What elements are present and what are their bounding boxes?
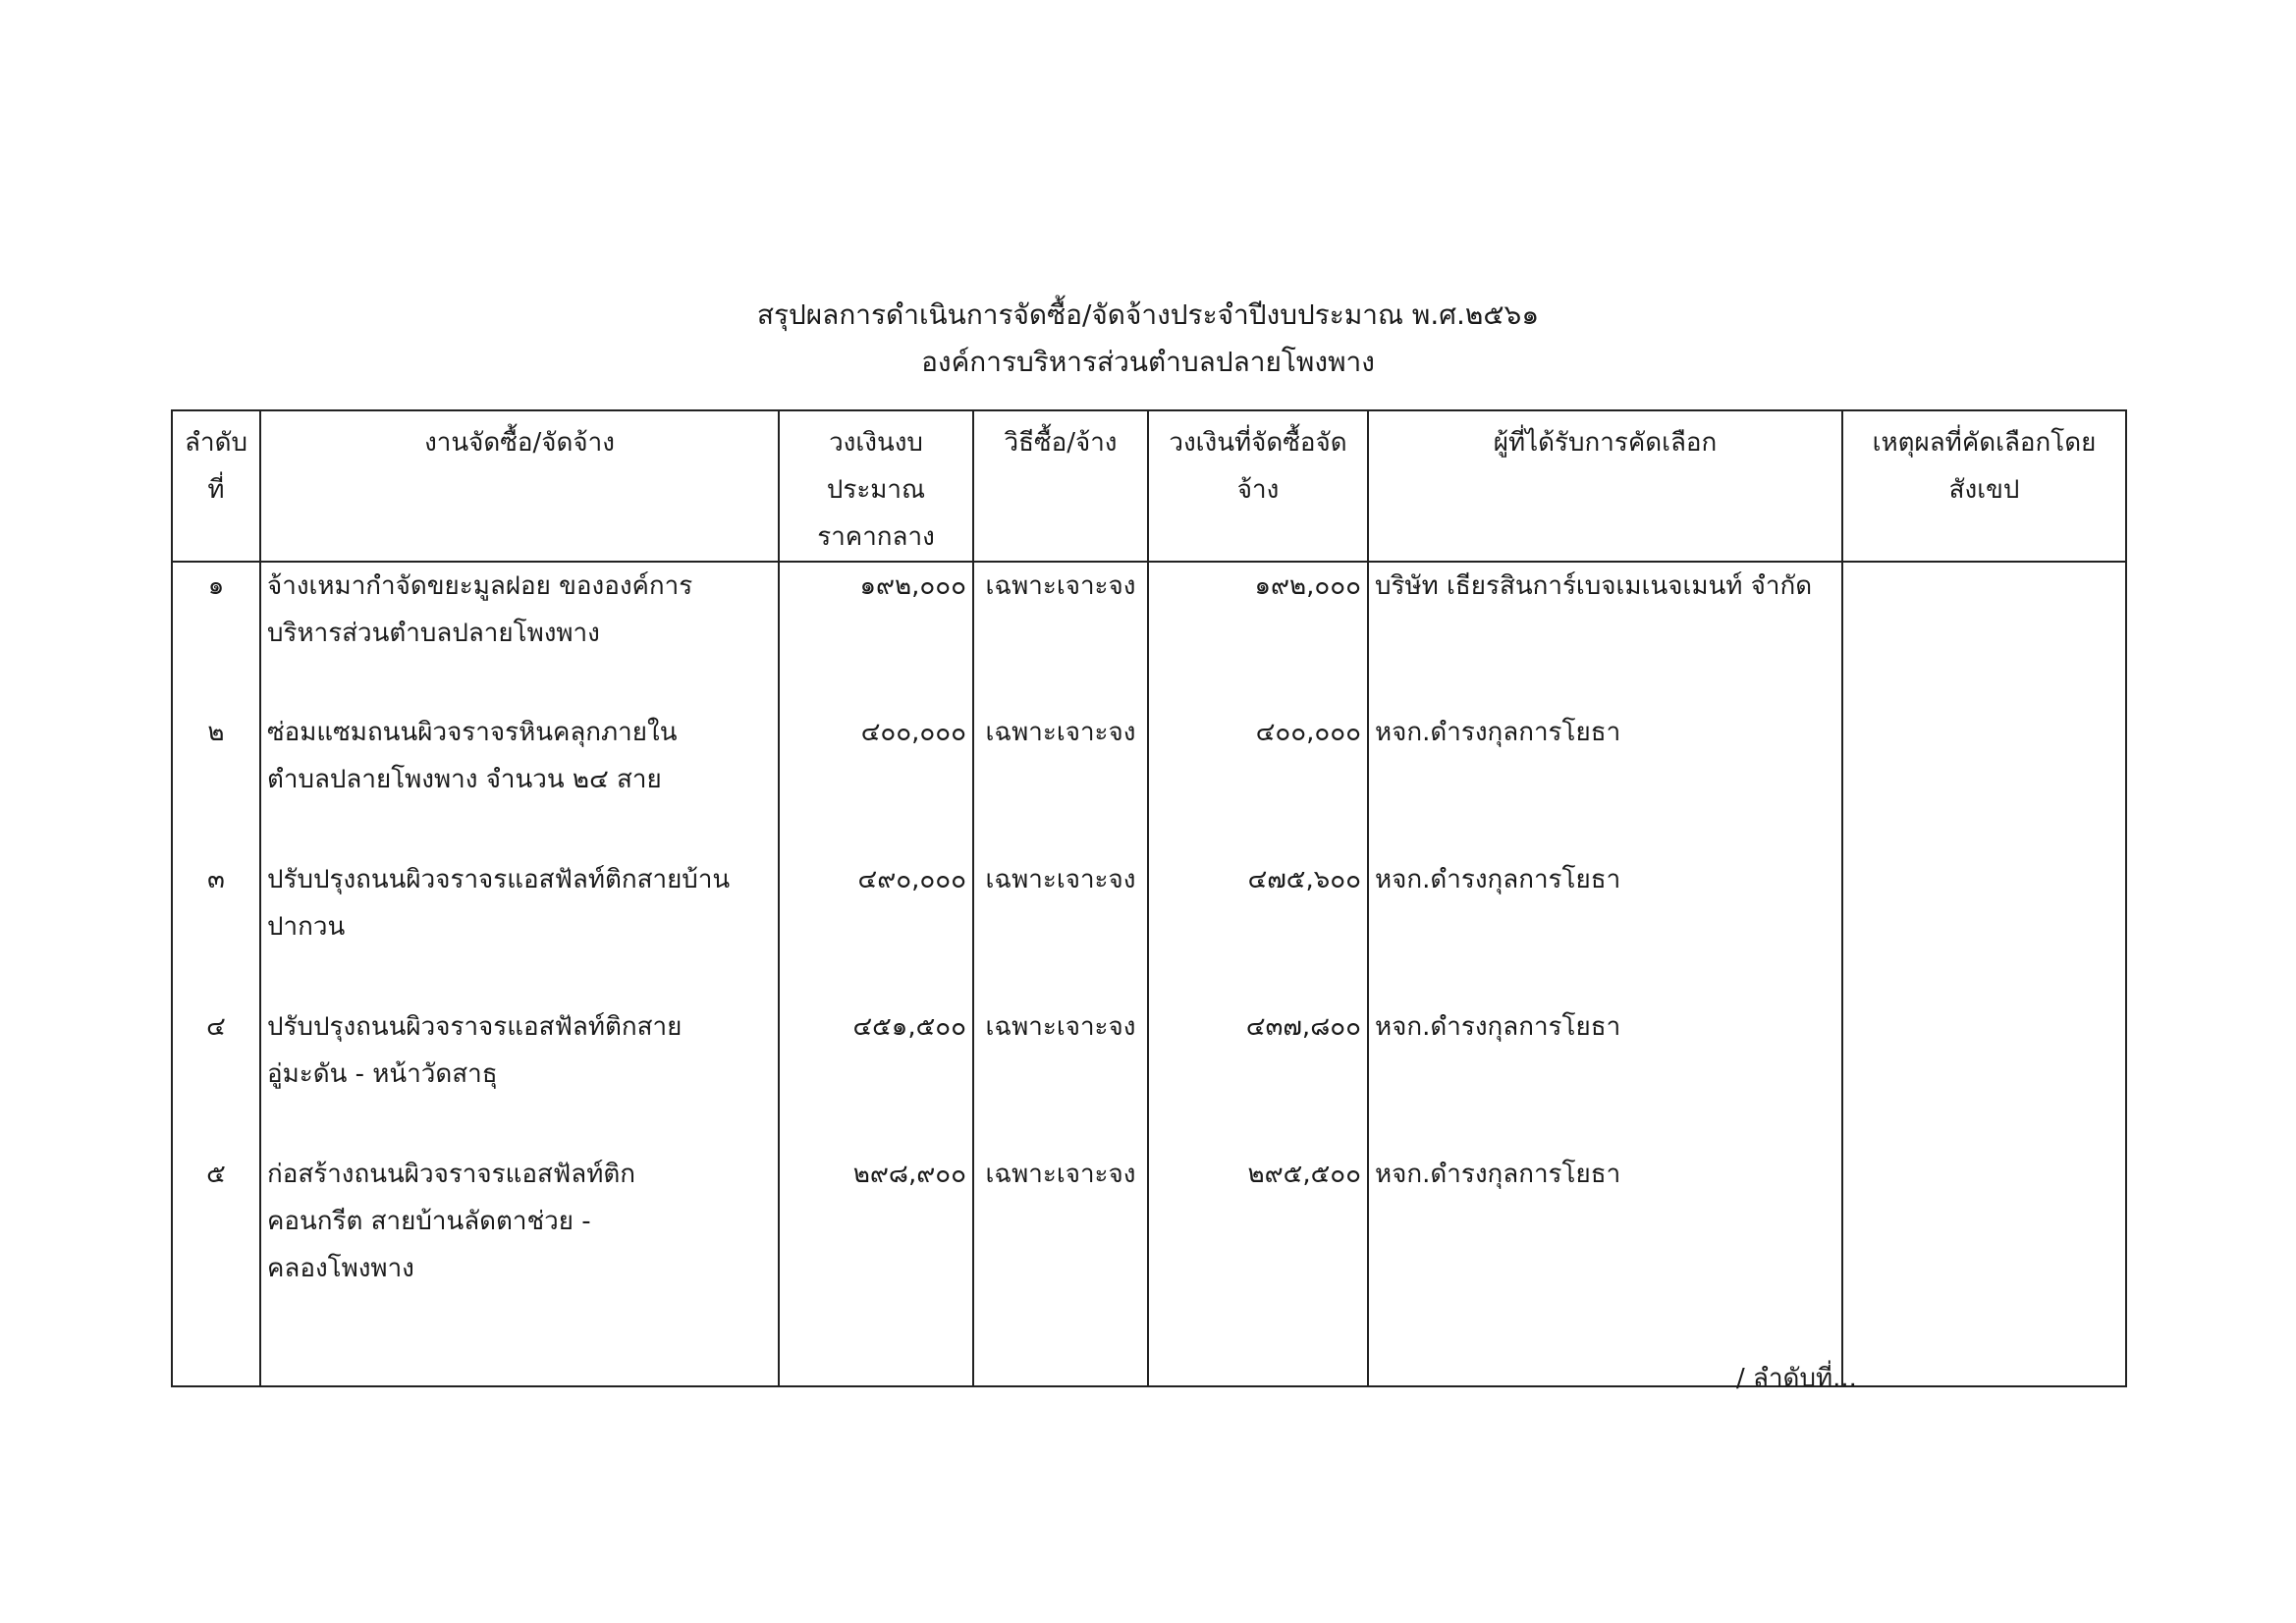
row-reason [1842, 562, 2126, 709]
row-work-line: คอนกรีต สายบ้านลัดตาช่วย - [267, 1207, 591, 1236]
row-method: เฉพาะเจาะจง [973, 1151, 1148, 1386]
row-selected: หจก.ดำรงกุลการโยธา [1368, 856, 1842, 1003]
row-budget: ๔๐๐,๐๐๐ [779, 709, 973, 856]
row-work-line: ก่อสร้างถนนผิวจราจรแอสฟัลท์ติก [267, 1160, 635, 1189]
header-contract-amount: วงเงินที่จัดซื้อจัดจ้าง [1148, 410, 1368, 562]
header-budget-line2: ราคากลาง [817, 522, 935, 552]
row-work [260, 856, 779, 1003]
row-contract-amount: ๔๐๐,๐๐๐ [1148, 709, 1368, 856]
row-work-line: อู่มะดัน - หน้าวัดสาธุ [267, 1059, 498, 1089]
continuation-note: / ลำดับที่... [1736, 1364, 1857, 1393]
row-order: ๑ [172, 562, 260, 709]
row-budget: ๔๕๑,๕๐๐ [779, 1003, 973, 1151]
row-contract-amount: ๔๗๕,๖๐๐ [1148, 856, 1368, 1003]
header-work: งานจัดซื้อ/จัดจ้าง [260, 410, 779, 562]
row-reason [1842, 1003, 2126, 1151]
table-row [172, 1003, 2126, 1151]
row-work-line: ปากวน [267, 912, 346, 942]
row-method: เฉพาะเจาะจง [973, 856, 1148, 1003]
row-contract-amount: ๔๓๗,๘๐๐ [1148, 1003, 1368, 1151]
table-row [172, 709, 2126, 856]
row-work [260, 1151, 779, 1386]
row-work-line: จ้างเหมากำจัดขยะมูลฝอย ขององค์การ [267, 571, 693, 601]
organization-name: องค์การบริหารส่วนตำบลปลายโพงพาง [921, 346, 1375, 378]
row-reason [1842, 709, 2126, 856]
row-work-line: ซ่อมแซมถนนผิวจราจรหินคลุกภายใน [267, 718, 678, 747]
table-row [172, 1151, 2126, 1386]
header-reason: เหตุผลที่คัดเลือกโดยสังเขป [1842, 410, 2126, 562]
row-budget: ๑๙๒,๐๐๐ [779, 562, 973, 709]
table-row [172, 856, 2126, 1003]
row-work [260, 562, 779, 709]
document-title: สรุปผลการดำเนินการจัดซื้อ/จัดจ้างประจำปีงบประมาณ พ.ศ.๒๕๖๑ [756, 298, 1540, 331]
header-budget-line1: วงเงินงบประมาณ [826, 428, 926, 505]
row-selected: หจก.ดำรงกุลการโยธา [1368, 1003, 1842, 1151]
row-order: ๒ [172, 709, 260, 856]
row-order: ๕ [172, 1151, 260, 1386]
row-work-line: บริหารส่วนตำบลปลายโพงพาง [267, 619, 600, 648]
row-method: เฉพาะเจาะจง [973, 709, 1148, 856]
row-work-line: ปรับปรุงถนนผิวจราจรแอสฟัลท์ติกสายบ้าน [267, 865, 731, 894]
header-budget [779, 410, 973, 562]
row-reason [1842, 856, 2126, 1003]
row-contract-amount: ๒๙๕,๕๐๐ [1148, 1151, 1368, 1386]
row-order: ๔ [172, 1003, 260, 1151]
row-reason [1842, 1151, 2126, 1386]
row-work-line: ตำบลปลายโพงพาง จำนวน ๒๔ สาย [267, 765, 662, 794]
row-work-line: ปรับปรุงถนนผิวจราจรแอสฟัลท์ติกสาย [267, 1012, 683, 1042]
row-selected: หจก.ดำรงกุลการโยธา [1368, 709, 1842, 856]
row-contract-amount: ๑๙๒,๐๐๐ [1148, 562, 1368, 709]
row-work [260, 709, 779, 856]
row-method: เฉพาะเจาะจง [973, 1003, 1148, 1151]
table-row [172, 562, 2126, 709]
row-order: ๓ [172, 856, 260, 1003]
header-method: วิธีซื้อ/จ้าง [973, 410, 1148, 562]
row-method: เฉพาะเจาะจง [973, 562, 1148, 709]
row-work-line: คลองโพงพาง [267, 1254, 414, 1283]
row-selected: บริษัท เธียรสินการ์เบจเมเนจเมนท์ จำกัด [1368, 562, 1842, 709]
row-budget: ๔๙๐,๐๐๐ [779, 856, 973, 1003]
header-selected: ผู้ที่ได้รับการคัดเลือก [1368, 410, 1842, 562]
table-header-row [172, 410, 2126, 562]
procurement-summary-table [171, 409, 2127, 1387]
row-selected: หจก.ดำรงกุลการโยธา [1368, 1151, 1842, 1386]
row-work [260, 1003, 779, 1151]
row-budget: ๒๙๘,๙๐๐ [779, 1151, 973, 1386]
header-order: ลำดับที่ [172, 410, 260, 562]
